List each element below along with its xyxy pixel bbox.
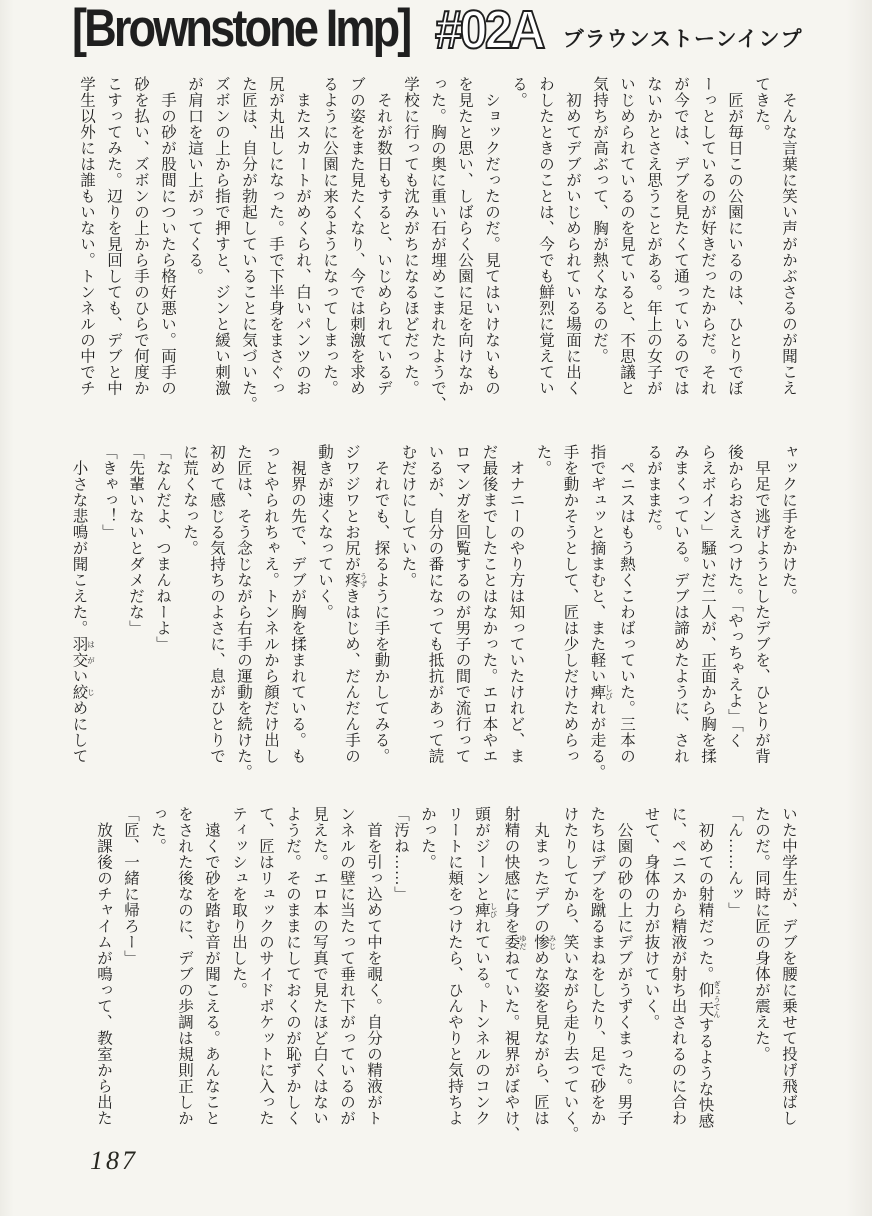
text-line: むだけにしていた。 bbox=[399, 444, 417, 588]
text-line: ショックだったのだ。見てはいけないもの bbox=[483, 76, 500, 396]
series-title-logo: [Brownstone Imp] bbox=[72, 0, 410, 58]
text-line: 「きゃっ！」 bbox=[100, 444, 117, 540]
text-line: に荒くなった。 bbox=[181, 444, 198, 556]
text-line: ロマンガを回覧するのが男子の間で流行って bbox=[453, 444, 471, 764]
text-line: た。 bbox=[534, 444, 552, 476]
text-line: 初めての射精だった。仰天 ぎょうてんするような快感 bbox=[696, 806, 722, 1129]
text-line: 初めてデブがいじめられている場面に出く bbox=[564, 76, 581, 396]
text-line: オナニーのやり方は知っていたけれど、ま bbox=[507, 444, 525, 764]
text-line: ペニスはもう熱くこわばっていた。三本の bbox=[618, 444, 635, 764]
text-line: だ最後までしたことはなかった。エロ本やエ bbox=[480, 444, 498, 764]
text-line: いた中学生が、デブを腰に乗せて投げ飛ばし bbox=[780, 806, 797, 1126]
text-line: 匠が毎日この公園にいるのは、ひとりでぼ bbox=[726, 76, 743, 396]
text-line: こすってみた。辺りを見回しても、デブと中 bbox=[105, 76, 122, 396]
text-line: て、匠はリュックのサイドポケットに入った bbox=[257, 806, 274, 1126]
text-line: 「匠、一緒に帰ろー」 bbox=[122, 806, 139, 966]
text-line: いるが、自分の番になっても抵抗があって読 bbox=[426, 444, 444, 764]
text-line: をされた後なのに、デブの歩調は規則正しか bbox=[176, 806, 193, 1126]
chapter-header bbox=[72, 0, 803, 60]
text-line: そんな言葉に笑い声がかぶさるのが聞こえ bbox=[780, 76, 797, 396]
episode-code: #02A bbox=[435, 0, 544, 60]
text-line: 手の砂が股間についたら格好悪い。両手の bbox=[159, 76, 176, 396]
text-line: せて、身体の力が抜けていく。 bbox=[642, 806, 660, 1030]
text-line: 動きが速くなっていく。 bbox=[316, 444, 333, 620]
text-line: を見たと思い、しばらく公園に足を向けなか bbox=[456, 76, 473, 396]
text-line: わしたときのことは、今でも鮮烈に覚えてい bbox=[537, 76, 554, 396]
text-line: た匠は、自分が勃起していることに気づいた。 bbox=[240, 76, 257, 412]
text-line: 見えた。エロ本の写真で見たほど白くはない bbox=[311, 806, 328, 1126]
text-line: 後からおさえつけた。「やっちゃえよ」「く bbox=[726, 444, 743, 749]
text-section-2 bbox=[66, 444, 803, 780]
text-line: ティッシュを取り出した。 bbox=[230, 806, 247, 998]
text-line: またスカートがめくられ、白いパンツのお bbox=[294, 76, 311, 396]
text-section-3 bbox=[90, 806, 802, 1142]
text-line: るがままだ。 bbox=[645, 444, 662, 540]
text-line: った。胸の奥に重い石が埋めこまれたようで、 bbox=[429, 76, 446, 412]
text-line: 手を動かそうとして、匠は少しだけためらっ bbox=[561, 444, 579, 764]
text-line: 首を引っ込めて中を覗く。自分の精液がト bbox=[365, 806, 382, 1126]
text-line: 頭がジーンと痺 しびれている。トンネルのコンク bbox=[473, 806, 498, 1126]
text-line: っとやられちゃえ。トンネルから顔だけ出し bbox=[262, 444, 279, 764]
text-line: リートに頬をつけたら、ひんやりと気持ちよ bbox=[446, 806, 463, 1126]
text-line: ンネルの壁に当たって垂れ下がっているのが bbox=[338, 806, 355, 1126]
text-line: 射精の快感に身を委 ゆだねていた。視界がぼやけ、 bbox=[502, 806, 528, 1142]
text-line: ようだ。そのままにしておくのが恥ずかしく bbox=[284, 806, 301, 1126]
text-line: ズボンの上から指で押すと、ジンと緩い刺激 bbox=[213, 76, 230, 396]
text-line: 丸まったデブの惨 みじめな姿を見ながら、匠は bbox=[532, 806, 557, 1126]
text-line: けたりしてから、笑いながら走り去っていく。 bbox=[561, 806, 579, 1142]
text-line: ブの姿をまた見たくなり、今では刺激を求め bbox=[348, 76, 365, 396]
text-line: たちはデブを蹴るまねをしたり、足で砂をか bbox=[588, 806, 606, 1126]
text-line: 学生以外には誰もいない。トンネルの中でチ bbox=[78, 76, 95, 396]
text-line: 指でギュッと摘まむと、また軽い痺 しびれが走る。 bbox=[588, 444, 614, 780]
page-number: 187 bbox=[90, 1146, 138, 1175]
text-line: るように公園に来るようになってしまった。 bbox=[321, 76, 338, 396]
text-line: 「先輩いないとダメだな」 bbox=[127, 444, 144, 636]
text-line: る。 bbox=[510, 76, 527, 108]
text-line: 「ん……んッ」 bbox=[726, 806, 743, 918]
text-line: てきた。 bbox=[753, 76, 770, 140]
text-line: 気持ちが高ぶって、胸が熱くなるのだ。 bbox=[591, 76, 608, 364]
text-line: 早足で逃げようとしたデブを、ひとりが背 bbox=[753, 444, 770, 764]
text-line: が今では、デブを見たくて通っているのでは bbox=[672, 76, 689, 396]
text-line: ないかとさえ思うことがある。年上の女子が bbox=[645, 76, 662, 396]
text-line: 尻が丸出しになった。手で下半身をまさぐっ bbox=[267, 76, 284, 396]
text-line: 「汚ね……」 bbox=[392, 806, 409, 902]
text-line: ャックに手をかけた。 bbox=[780, 444, 797, 604]
text-line: 遠くで砂を踏む音が聞こえる。あんなこと bbox=[203, 806, 220, 1126]
text-line: それが数日もすると、いじめられているデ bbox=[375, 76, 392, 396]
text-line: かった。 bbox=[419, 806, 436, 870]
text-line: 学校に行っても沈みがちになるほどだった。 bbox=[402, 76, 419, 396]
text-line: が肩口を這い上がってくる。 bbox=[186, 76, 203, 284]
text-section-1 bbox=[73, 76, 802, 412]
text-line: 「なんだよ、つまんねーよ」 bbox=[154, 444, 171, 652]
text-line: それでも、探るように手を動かしてみる。 bbox=[372, 444, 390, 764]
text-line: った。 bbox=[149, 806, 166, 854]
text-line: たのだ。同時に匠の身体が震えた。 bbox=[753, 806, 770, 1062]
text-line: いじめられているのを見ていると、不思議と bbox=[618, 76, 635, 396]
text-line: ーっとしているのが好きだったからだ。それ bbox=[699, 76, 716, 396]
text-line: らえボイン」騒いだ二人が、正面から胸を揉 bbox=[699, 444, 716, 764]
text-line: 放課後のチャイムが鳴って、教室から出た bbox=[95, 806, 112, 1126]
text-line: 小さな悲鳴が聞こえた。羽交 はがい絞 じめにして bbox=[70, 444, 96, 764]
text-line: みまくっている。デブは諦めたように、され bbox=[672, 444, 689, 764]
text-line: 公園の砂の上にデブがうずくまった。男子 bbox=[615, 806, 633, 1126]
text-line: 初めて感じる気持ちのよさに、息がひとりで bbox=[208, 444, 225, 764]
text-line: ジワジワとお尻が疼 うずきはじめ、だんだん手の bbox=[343, 444, 368, 764]
text-line: 砂を払い、ズボンの上から手のひらで何度か bbox=[132, 76, 149, 396]
series-title-kana: ブラウンストーンインプ bbox=[562, 27, 803, 51]
text-line: に、ペニスから精液が射ち出されるのに合わ bbox=[669, 806, 687, 1126]
text-line: た匠は、そう念じながら右手の運動を続けた。 bbox=[235, 444, 252, 780]
text-line: 視界の先で、デブが胸を揉まれている。も bbox=[289, 444, 306, 764]
